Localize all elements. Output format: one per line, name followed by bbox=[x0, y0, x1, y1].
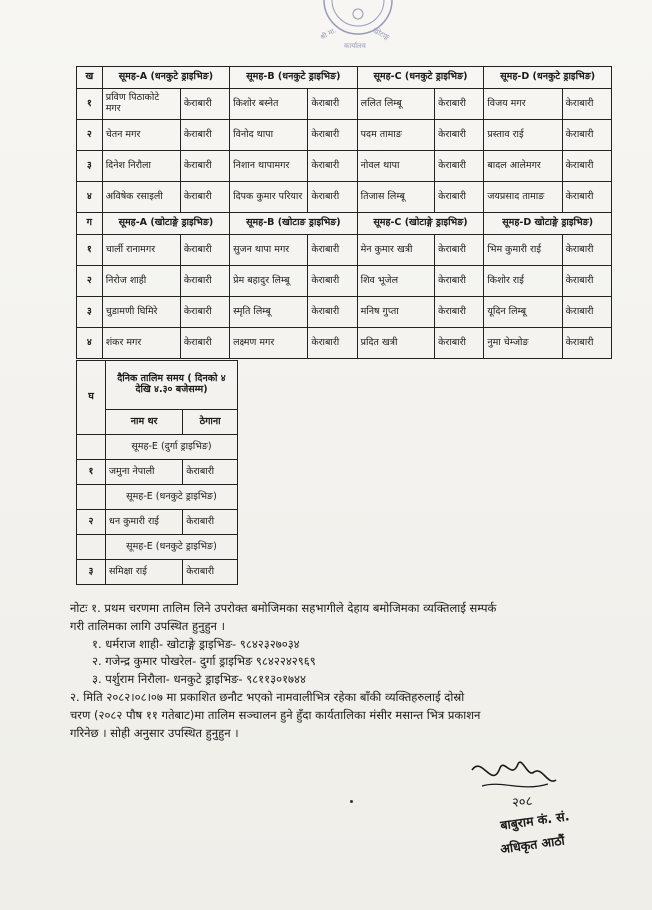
table-row bbox=[77, 89, 612, 120]
participant-address: केराबारी bbox=[562, 182, 611, 213]
participant-name: प्रस्ताव राई bbox=[484, 120, 562, 151]
participant-name: बादल आलेमगर bbox=[484, 151, 562, 182]
participant-name: चार्ली रानामगर bbox=[102, 235, 180, 266]
note-1-continued: गरी तालिमका लागि उपस्थित हुनुहुन । bbox=[70, 618, 225, 633]
participant-name: स्मृति लिम्बू bbox=[230, 297, 308, 328]
table-row bbox=[77, 328, 612, 359]
seal-text: श्री मा. bbox=[318, 26, 338, 42]
section-label: ख bbox=[77, 67, 103, 89]
table-row bbox=[77, 266, 612, 297]
office-seal bbox=[318, 0, 398, 58]
signatory-name: बाबुराम कं. सं. bbox=[499, 808, 571, 833]
participant-address: केराबारी bbox=[183, 560, 238, 585]
daily-schedule-table bbox=[76, 360, 238, 585]
signatory-title: अधिकृत आठौं bbox=[499, 832, 566, 857]
note-1: नोटः १. प्रथम चरणमा तालिम लिने उपरोक्त बमोजिमका सहभागीले देहाय बमोजिमका व्यक्तिलाई सम्पर्क bbox=[70, 601, 497, 615]
participant-address: केराबारी bbox=[308, 89, 357, 120]
group-header: सूमह-B (धनकुटे ड्राइभिङ) bbox=[230, 67, 358, 89]
participant-name: किशोर बस्नेत bbox=[230, 89, 308, 120]
participant-address: केराबारी bbox=[308, 151, 357, 182]
signature-mark: २०८ bbox=[511, 793, 534, 812]
table-row bbox=[77, 120, 612, 151]
table-row bbox=[77, 235, 612, 266]
participant-address: केराबारी bbox=[435, 120, 484, 151]
group-header-row bbox=[77, 67, 612, 89]
participant-address: केराबारी bbox=[308, 235, 357, 266]
participant-address: केराबारी bbox=[562, 151, 611, 182]
participant-address: केराबारी bbox=[562, 328, 611, 359]
participant-address: केराबारी bbox=[180, 151, 229, 182]
serial-number: ४ bbox=[77, 182, 103, 213]
participant-address: केराबारी bbox=[308, 120, 357, 151]
group-header: सूमह-C (धनकुटे ड्राइभिङ) bbox=[357, 67, 484, 89]
participant-address: केराबारी bbox=[435, 297, 484, 328]
serial-number: ३ bbox=[77, 151, 103, 182]
group-header: सूमह-D खोटाङ्गे ड्राइभिङ) bbox=[484, 213, 612, 235]
participant-name: पदम तामाङ bbox=[357, 120, 434, 151]
participant-name: चेतन मगर bbox=[102, 120, 180, 151]
participant-name: निरोज शाही bbox=[102, 266, 180, 297]
participant-name: भिम कुमारी राई bbox=[484, 235, 562, 266]
participant-name: अविषेक रसाइली bbox=[102, 182, 180, 213]
participant-name: प्रदित खत्री bbox=[357, 328, 434, 359]
participant-address: केराबारी bbox=[562, 89, 611, 120]
group-header: सूमह-A (खोटाङ्गे ड्राइभिङ) bbox=[102, 213, 229, 235]
participant-name: विनोद थापा bbox=[230, 120, 308, 151]
participant-name: विजय मगर bbox=[484, 89, 562, 120]
participant-address: केराबारी bbox=[180, 297, 229, 328]
participant-address: केराबारी bbox=[435, 151, 484, 182]
participant-name: सुजन थापा मगर bbox=[230, 235, 308, 266]
schedule-title: दैनिक तालिम समय ( दिनको ४ देखि ४.३० बजेसम्म) bbox=[106, 361, 238, 410]
participant-name: ललित लिम्बू bbox=[357, 89, 434, 120]
participant-address: केराबारी bbox=[435, 266, 484, 297]
participant-name: मेन कुमार खत्री bbox=[357, 235, 434, 266]
participant-name: दिपक कुमार परियार bbox=[230, 182, 308, 213]
serial-number: २ bbox=[77, 266, 103, 297]
serial-number: १ bbox=[77, 460, 106, 485]
serial-number: १ bbox=[77, 235, 103, 266]
participant-name: तिजास लिम्बू bbox=[357, 182, 434, 213]
participant-name: प्रेम बहादुर लिम्बू bbox=[230, 266, 308, 297]
notes-section bbox=[70, 600, 630, 743]
column-header-address: ठेगाना bbox=[183, 410, 238, 435]
note-2-continued: गरिनेछ । सोही अनुसार उपस्थित हुनुहुन । bbox=[70, 725, 239, 740]
contact-item: ३. पर्शुराम निरौला- धनकुटे ड्राइभिङ- ९८११३०१७४४ bbox=[92, 672, 306, 687]
group-header: सूमह-E (दुर्गा ड्राइभिङ) bbox=[106, 435, 238, 460]
participant-name: यूदिन लिम्बू bbox=[484, 297, 562, 328]
participant-address: केराबारी bbox=[308, 328, 357, 359]
participant-name: मनिष गुप्ता bbox=[357, 297, 434, 328]
participant-address: केराबारी bbox=[308, 182, 357, 213]
contact-item: १. धर्मराज शाही- खोटाङ्गे ड्राइभिङ- ९८४२३२७०३४ bbox=[92, 636, 300, 651]
column-header-name: नाम थर bbox=[106, 410, 183, 435]
participant-address: केराबारी bbox=[180, 182, 229, 213]
participant-name: नोवल थापा bbox=[357, 151, 434, 182]
note-2: २. मिति २०८२।०८।०७ मा प्रकाशित छनौट भएको नामवालीभित्र रहेका बाँकी व्यक्तिहरुलाई दोस्रो bbox=[70, 690, 465, 705]
participants-table bbox=[76, 66, 612, 359]
participant-name: जयप्रसाद तामाङ bbox=[484, 182, 562, 213]
participant-address: केराबारी bbox=[180, 89, 229, 120]
participant-address: केराबारी bbox=[562, 266, 611, 297]
participant-address: केराबारी bbox=[562, 297, 611, 328]
participant-name: धन कुमारी राई bbox=[106, 510, 183, 535]
participant-address: केराबारी bbox=[435, 182, 484, 213]
serial-number: १ bbox=[77, 89, 103, 120]
group-header: सूमह-A (धनकुटे ड्राइभिङ) bbox=[102, 67, 229, 89]
participant-name: प्रविण पिठाकोटे मगर bbox=[102, 89, 180, 120]
section-label: ग bbox=[77, 213, 103, 235]
contact-item: २. गजेन्द्र कुमार पोखरेल- दुर्गा ड्राइभिङ ९८४२२४२९६९ bbox=[92, 654, 316, 669]
participant-name: किशोर राई bbox=[484, 266, 562, 297]
group-header: सूमह-D (धनकुटे ड्राइभिङ) bbox=[484, 67, 612, 89]
participant-address: केराबारी bbox=[183, 460, 238, 485]
group-header-row bbox=[77, 213, 612, 235]
participant-name: जमुना नेपाली bbox=[106, 460, 183, 485]
participant-name: निशान थापामगर bbox=[230, 151, 308, 182]
participant-name: चुडामणी घिमिरे bbox=[102, 297, 180, 328]
participant-name: लक्ष्मण मगर bbox=[230, 328, 308, 359]
participant-name: नुमा चेम्जोङ bbox=[484, 328, 562, 359]
participant-name: समिक्षा राई bbox=[106, 560, 183, 585]
participant-name: दिनेश निरौला bbox=[102, 151, 180, 182]
participant-address: केराबारी bbox=[435, 235, 484, 266]
participant-name: शिव भूजेल bbox=[357, 266, 434, 297]
participant-address: केराबारी bbox=[180, 266, 229, 297]
serial-number: ३ bbox=[77, 560, 106, 585]
note-2-continued: चरण (२०८२ पौष ११ गतेबाट)मा तालिम सञ्चालन हुने हुँदा कार्यतालिका मंसीर मसान्त भित्र प्रकाशन bbox=[70, 707, 481, 722]
section-label: घ bbox=[77, 361, 106, 435]
group-header: सूमह-E (धनकुटे ड्राइभिङ) bbox=[106, 485, 238, 510]
participant-address: केराबारी bbox=[308, 266, 357, 297]
group-header: सूमह-C (खोटाङ्गे ड्राइभिङ) bbox=[357, 213, 484, 235]
serial-number: २ bbox=[77, 510, 106, 535]
participant-address: केराबारी bbox=[183, 510, 238, 535]
table-row bbox=[77, 151, 612, 182]
serial-number: ४ bbox=[77, 328, 103, 359]
serial-number: २ bbox=[77, 120, 103, 151]
participant-name: शंकर मगर bbox=[102, 328, 180, 359]
group-header: सूमह-B (खोटाङ ड्राइभिङ) bbox=[230, 213, 358, 235]
participant-address: केराबारी bbox=[180, 328, 229, 359]
ink-dot bbox=[350, 800, 353, 803]
participant-address: केराबारी bbox=[180, 120, 229, 151]
participant-address: केराबारी bbox=[308, 297, 357, 328]
participant-address: केराबारी bbox=[562, 120, 611, 151]
table-row bbox=[77, 297, 612, 328]
participant-address: केराबारी bbox=[180, 235, 229, 266]
group-header: सूमह-E (धनकुटे ड्राइभिङ) bbox=[106, 535, 238, 560]
seal-text: खोटाङ्ग bbox=[371, 26, 391, 42]
seal-text: कार्यालय bbox=[344, 42, 366, 50]
participant-address: केराबारी bbox=[435, 89, 484, 120]
serial-number: ३ bbox=[77, 297, 103, 328]
table-row bbox=[77, 182, 612, 213]
participant-address: केराबारी bbox=[562, 235, 611, 266]
participant-address: केराबारी bbox=[435, 328, 484, 359]
